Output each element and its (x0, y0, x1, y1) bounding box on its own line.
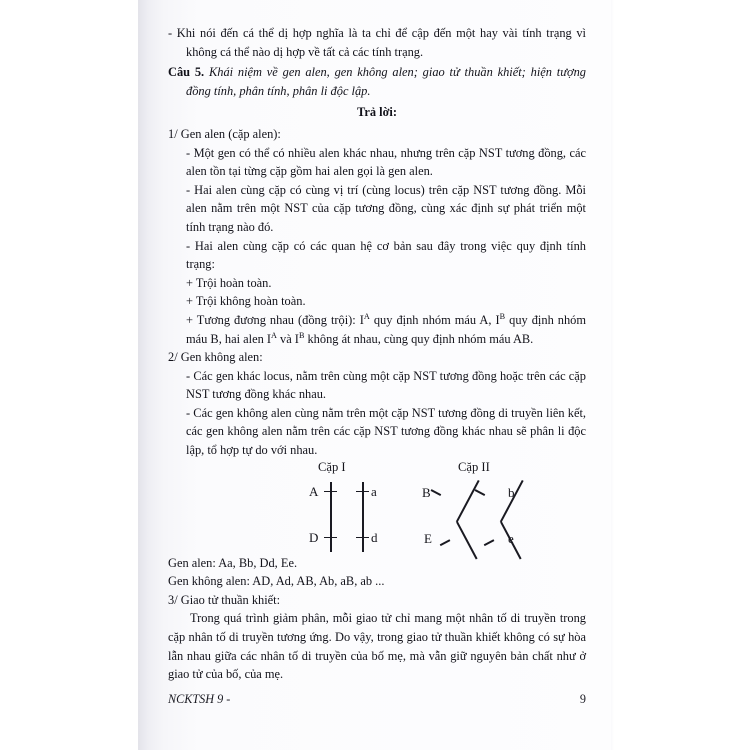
pair-1-allele-A: A (309, 483, 319, 499)
pair-2-chromatid-1-upper-arm (456, 480, 480, 522)
codominance-mid3: và I (276, 331, 299, 346)
pair-2-allele-e: e (508, 530, 514, 546)
allele-sup-ib-2: B (298, 330, 305, 340)
pair-2-locus-tick-b (475, 489, 486, 496)
diagram-caption-khong-alen: Gen không alen: AD, Ad, AB, Ab, aB, ab ... (168, 574, 385, 589)
pair-2-locus-tick-e (484, 539, 495, 546)
codominance-mid1: quy định nhóm máu A, I (369, 312, 500, 327)
section-2-item-0: - Các gen khác locus, nằm trên cùng một cặp NST tương đồng hoặc trên các cặp NST tương đồng khác nhau. (186, 368, 586, 402)
diagram-caption-alen: Gen alen: Aa, Bb, Dd, Ee. (168, 555, 298, 570)
pair-1-label: Cặp I (318, 459, 346, 474)
pair-2-locus-tick-E (440, 539, 451, 546)
chromosome-pair-diagram (168, 460, 586, 556)
pair-1-locus-tick-bottom-left (324, 537, 337, 539)
pair-1-locus-tick-bottom-right (356, 537, 369, 539)
section-3-marker: 3/ (168, 592, 178, 607)
pair-1-locus-tick-top-right (356, 491, 369, 493)
allele-sup-ib-1: B (499, 311, 506, 321)
pair-1-allele-a: a (371, 483, 377, 499)
section-1-item-1: - Hai alen cùng cặp có cùng vị trí (cùng locus) trên cặp NST tương đồng. Mỗi alen nằm trên một NST của cặp tương đồng, cùng xác định sự phát triển một tính trạng nào đó. (186, 182, 586, 234)
allele-sup-ia-2: A (271, 330, 277, 340)
question-prompt: Khái niệm về gen alen, gen không alen; giao tử thuần khiết; hiện tượng đồng tính, phân tính, phân li độc lập. (186, 65, 586, 98)
allele-sup-ia-1: A (363, 311, 370, 321)
codominance-mid2: quy định nhóm máu B, hai alen I (186, 312, 587, 346)
text-column (168, 0, 586, 750)
section-1-item-0: - Một gen có thể có nhiều alen khác nhau, nhưng trên cặp NST tương đồng, các alen tồn tại từng cặp gồm hai alen gọi là gen alen. (186, 145, 586, 179)
question-number: Câu 5. (168, 65, 205, 80)
section-1-title: Gen alen (cặp alen): (180, 126, 281, 141)
section-3-heading (168, 591, 586, 610)
pair-1-locus-tick-top-left (324, 491, 337, 493)
section-1-item-3: + Trội hoàn toàn. (186, 275, 272, 290)
pair-1-allele-d: d (371, 529, 378, 545)
answer-heading: Trả lời: (356, 105, 397, 120)
section-3-item-0: Trong quá trình giảm phân, mỗi giao tử chỉ mang một nhân tố di truyền trong cặp nhân tố di truyền tương ứng. Do vậy, trong giao tử thuần khiết không có sự hòa lẫn nhau giữa các nhân tố di truyền của bố mẹ, mà vẫn giữ nguyên bản chất như ở giao tử của bố, của mẹ. (168, 611, 586, 682)
pair-2-allele-B: B (422, 484, 431, 500)
footer-book-shortname: NCKTSH 9 - (168, 692, 231, 706)
page-footer (168, 692, 586, 707)
section-2-item-1: - Các gen không alen cùng nằm trên một cặp NST tương đồng di truyền liên kết, các gen không alen nằm trên các cặp NST tương đồng khác nhau sẽ phân li độc lập, tổ hợp tự do với nhau. (186, 405, 586, 458)
question-line (168, 63, 586, 100)
codominance-lead: + Tương đương nhau (đồng trội): I (186, 312, 364, 327)
top-margin-spacer (168, 0, 586, 24)
section-1-item-2: - Hai alen cùng cặp có các quan hệ cơ bản sau đây trong việc quy định tính trạng: (186, 238, 586, 272)
codominance-tail: không át nhau, cùng quy định nhóm máu AB. (304, 331, 534, 346)
pair-2-allele-b: b (508, 484, 515, 500)
section-3-title: Giao tử thuần khiết: (180, 592, 281, 607)
section-2-heading (168, 348, 586, 367)
intro-paragraph: - Khi nói đến cá thể dị hợp nghĩa là ta chỉ để cập đến một hay vài tính trạng vì không cá thể nào dị hợp về tất cả các tính trạng. (168, 26, 586, 59)
pair-2-locus-tick-B (431, 489, 442, 496)
pair-1-allele-D: D (309, 529, 319, 545)
pair-2-chromatid-1-lower-arm (456, 521, 477, 559)
section-1-codominance (168, 311, 586, 348)
section-2-title: Gen không alen: (180, 350, 263, 365)
footer-page-number: 9 (579, 692, 586, 706)
section-2-marker: 2/ (168, 350, 178, 365)
pair-2-allele-E: E (424, 530, 432, 546)
pair-2-label: Cặp II (458, 459, 490, 474)
section-1-heading (168, 125, 586, 144)
section-1-marker: 1/ (168, 126, 178, 141)
section-1-item-4: + Trội không hoàn toàn. (186, 294, 306, 309)
